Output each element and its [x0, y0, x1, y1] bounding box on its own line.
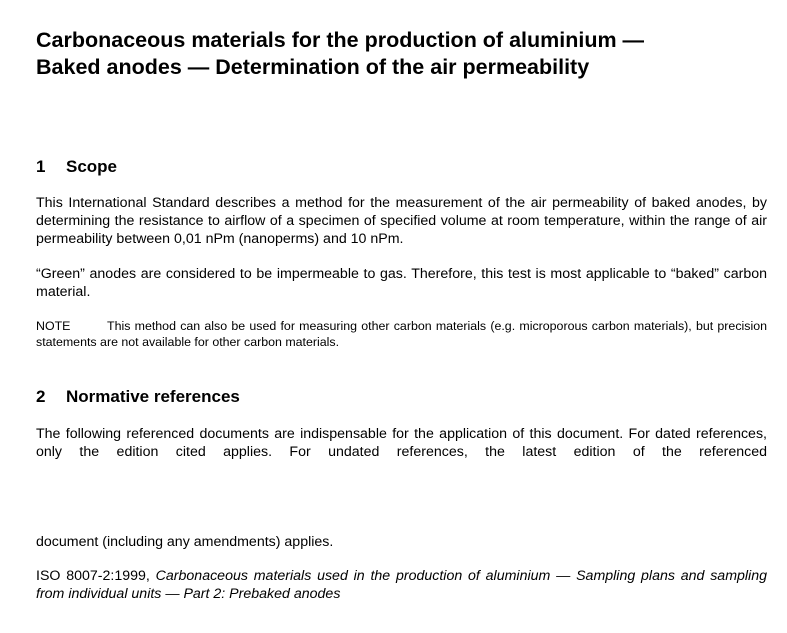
section-title: Normative references — [66, 387, 240, 406]
scope-paragraph-1: This International Standard describes a method for the measurement of the air permeability of baked anodes, by determining the resistance to airflow of a specimen of specified volume at room temperature, within the range of air permeability between 0,01 nPm (nanoperms) and 10 nPm. — [36, 195, 767, 247]
scope-note — [36, 318, 767, 350]
note-label: NOTE — [36, 319, 71, 333]
section-heading-scope — [36, 157, 117, 177]
scope-paragraph-2: “Green” anodes are considered to be impermeable to gas. Therefore, this test is most applicable to “baked” carbon material. — [36, 266, 767, 300]
title-line-2: Baked anodes — Determination of the air permeability — [36, 55, 590, 79]
note-text: This method can also be used for measuring other carbon materials (e.g. microporous carbon materials), but precision statements are not available for other carbon materials. — [36, 319, 767, 349]
normative-paragraph-2: document (including any amendments) applies. — [36, 534, 334, 550]
section-number: 2 — [36, 387, 46, 406]
reference-id: ISO 8007-2:1999, — [36, 568, 150, 584]
section-number: 1 — [36, 157, 46, 176]
section-title: Scope — [66, 157, 118, 176]
section-heading-normative-references — [36, 387, 240, 407]
document-title — [36, 27, 771, 81]
title-line-1: Carbonaceous materials for the production of aluminium — — [36, 28, 645, 52]
normative-reference-entry — [36, 567, 767, 603]
normative-paragraph-1: The following referenced documents are indispensable for the application of this document. For dated references, only the edition cited applies. For undated references, the latest edition of the referenced — [36, 426, 767, 460]
reference-title: Carbonaceous materials used in the production of aluminium — Sampling plans and sampling from individual units — Part 2: Prebaked anodes — [36, 568, 767, 602]
